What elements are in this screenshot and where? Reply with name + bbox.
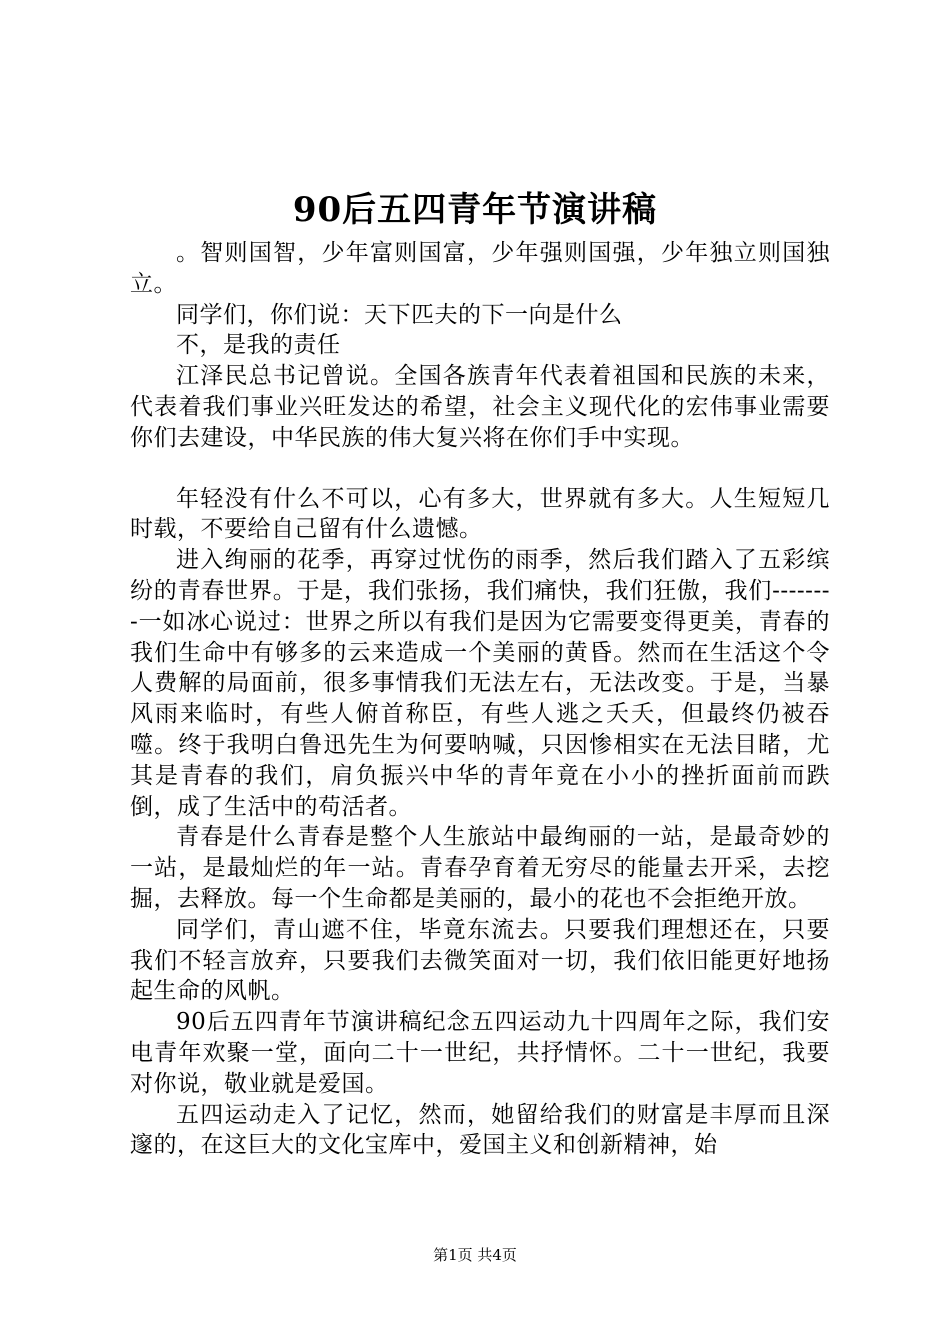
page-title: 90后五四青年节演讲稿 [292, 190, 658, 230]
page-number: 第1页 共4页 [433, 1246, 517, 1264]
paragraph: 同学们，你们说：天下匹夫的下一向是什么 [176, 301, 623, 328]
paragraph: 。智则国智，少年富则国富，少年强则国强，少年独立则国独立。 [130, 240, 830, 297]
paragraph: 同学们，青山遮不住，毕竟东流去。只要我们理想还在，只要我们不轻言放弃，只要我们去微笑面对一切，我们依旧能更好地扬起生命的风帆。 [130, 916, 830, 1005]
document-body [130, 238, 830, 1161]
paragraph: 青春是什么青春是整个人生旅站中最绚丽的一站，是最奇妙的一站，是最灿烂的年一站。青春孕育着无穷尽的能量去开采，去挖掘，去释放。每一个生命都是美丽的，最小的花也不会拒绝开放。 [130, 824, 830, 912]
paragraph: 江泽民总书记曾说。全国各族青年代表着祖国和民族的未来，代表着我们事业兴旺发达的希望，社会主义现代化的宏伟事业需要你们去建设，中华民族的伟大复兴将在你们手中实现。 [130, 363, 830, 451]
paragraph: 90后五四青年节演讲稿纪念五四运动九十四周年之际，我们安电青年欢聚一堂，面向二十一世纪，共抒情怀。二十一世纪，我要对你说，敬业就是爱国。 [130, 1009, 830, 1097]
paragraph: 不，是我的责任 [176, 332, 341, 359]
paragraph: 五四运动走入了记忆，然而，她留给我们的财富是丰厚而且深邃的，在这巨大的文化宝库中，爱国主义和创新精神，始 [130, 1101, 830, 1159]
paragraph: 进入绚丽的花季，再穿过忧伤的雨季，然后我们踏入了五彩缤纷的青春世界。于是，我们张扬，我们痛快，我们狂傲，我们--------一如冰心说过：世界之所以有我们是因为它需要变得更美，青春的我们生命中有够多的云来造成一个美丽的黄昏。然而在生活这个令人费解的局面前，很多事情我们无法左右，无法改变。于是，当暴风雨来临时，有些人俯首称臣，有些人逃之夭夭，但最终仍被吞噬。终于我明白鲁迅先生为何要呐喊，只因惨相实在无法目睹，尤其是青春的我们，肩负振兴中华的青年竟在小小的挫折面前而跌倒，成了生活中的苟活者。 [130, 547, 830, 820]
paragraph: 年轻没有什么不可以，心有多大，世界就有多大。人生短短几时载，不要给自己留有什么遗憾。 [130, 485, 830, 543]
